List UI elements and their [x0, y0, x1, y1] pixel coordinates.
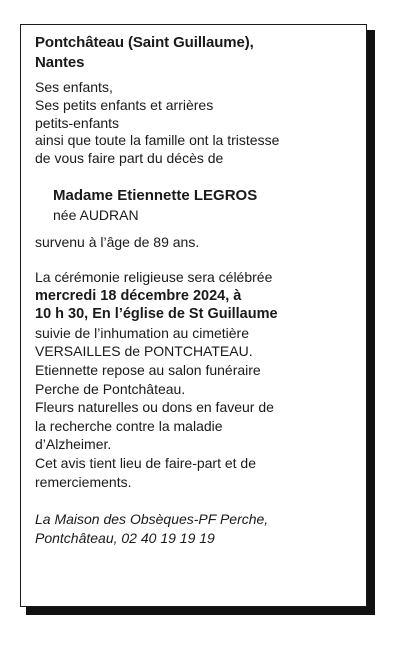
deceased-block — [53, 186, 343, 224]
ceremony-line: suivie de l’inhumation au cimetière — [35, 324, 249, 341]
age-line: survenu à l’âge de 89 ans. — [35, 234, 200, 250]
notice-location — [35, 33, 335, 73]
ceremony-line: remerciements. — [35, 473, 132, 490]
ceremony-line: Etiennette repose au salon funéraire — [35, 361, 261, 378]
ceremony-line: Cet avis tient lieu de faire-part et de — [35, 454, 257, 471]
family-announcement — [35, 79, 345, 168]
funeral-home-signature — [35, 510, 345, 548]
funeral-home-name: La Maison des Obsèques-PF Perche, — [35, 511, 269, 527]
ceremony-line: VERSAILLES de PONTCHATEAU. — [35, 343, 253, 360]
ceremony-date-line: mercredi 18 décembre 2024, à — [35, 287, 242, 304]
ceremony-line: La cérémonie religieuse sera célébrée — [35, 269, 273, 285]
ceremony-time-place-line: 10 h 30, En l’église de St Guillaume — [35, 306, 278, 323]
intro-line: ainsi que toute la famille ont la tristesse — [35, 132, 280, 149]
maiden-name: née AUDRAN — [53, 207, 139, 223]
ceremony-line: Fleurs naturelles ou dons en faveur de — [35, 399, 274, 416]
intro-line: de vous faire part du décès de — [35, 150, 224, 167]
ceremony-line: Perche de Pontchâteau. — [35, 380, 186, 397]
funeral-home-contact: Pontchâteau, 02 40 19 19 19 — [35, 530, 215, 546]
intro-line: Ses enfants, — [35, 79, 113, 95]
intro-line: petits-enfants — [35, 114, 120, 131]
ceremony-details — [35, 268, 350, 491]
intro-line: Ses petits enfants et arrières — [35, 96, 214, 113]
location-line-1: Pontchâteau (Saint Guillaume), — [35, 34, 254, 51]
ceremony-line: d’Alzheimer. — [35, 436, 112, 453]
ceremony-line: la recherche contre la maladie — [35, 417, 223, 434]
location-line-2: Nantes — [35, 54, 85, 71]
deceased-name: Madame Etiennette LEGROS — [53, 187, 258, 204]
